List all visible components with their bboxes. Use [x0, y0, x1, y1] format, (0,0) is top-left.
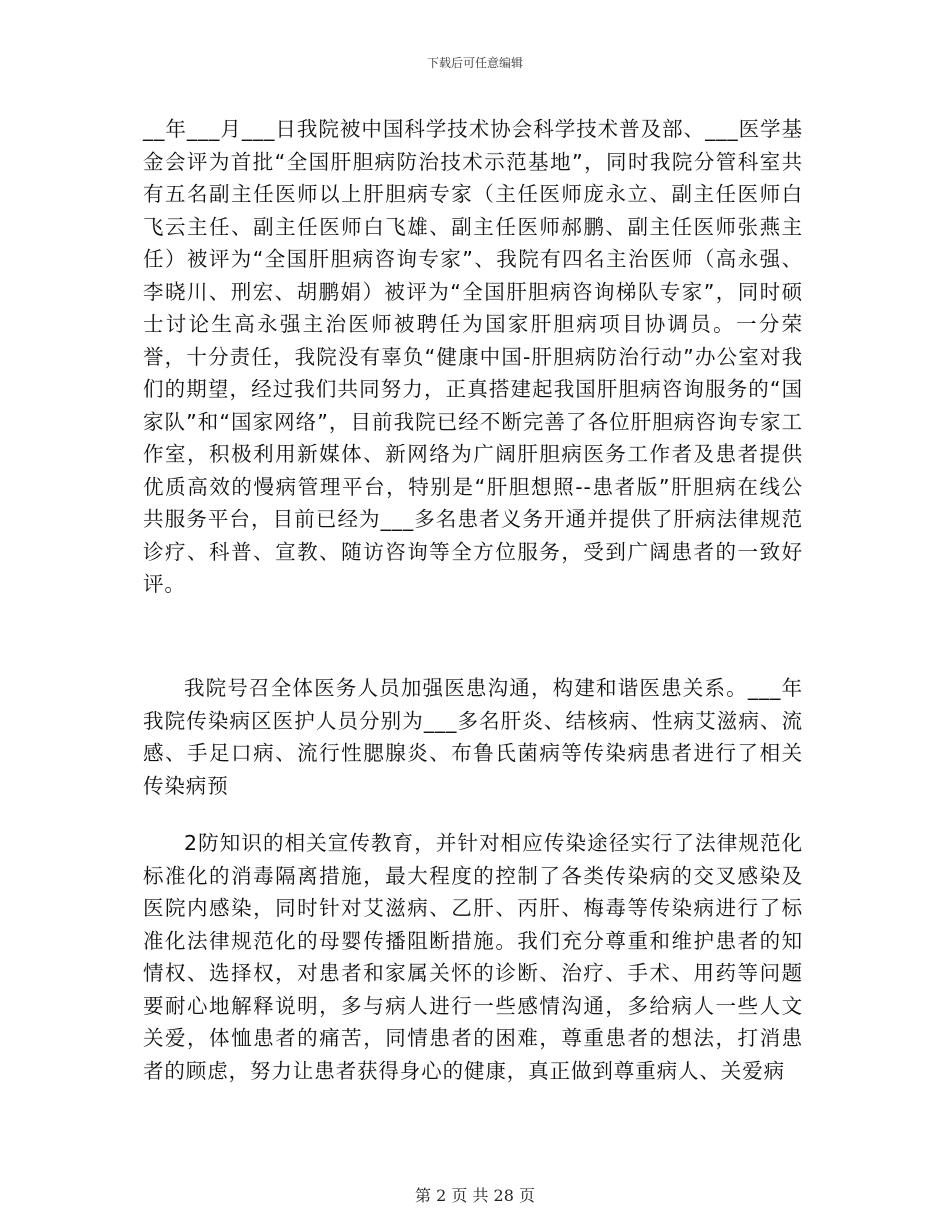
paragraph-1: __年___月___日我院被中国科学技术协会科学技术普及部、___医学基金会评为首批“全国肝胆病防治技术示范基地”，同时我院分管科室共有五名副主任医师以上肝胆病专家（主任医师庞永立、副主任医师白飞云主任、副主任医师白飞雄、副主任医师郝鹏、副主任医师张燕主任）被评为“全国肝胆病咨询专家”、我院有四名主治医师（高永强、李晓川、刑宏、胡鹏娟）被评为“全国肝胆病咨询梯队专家”，同时硕士讨论生高永强主治医师被聘任为国家肝胆病项目协调员。一分荣誉，十分责任，我院没有辜负“健康中国-肝胆病防治行动”办公室对我们的期望，经过我们共同努力，正真搭建起我国肝胆病咨询服务的“国家队”和“国家网络”，目前我院已经不断完善了各位肝胆病咨询专家工作室，积极利用新媒体、新网络为广阔肝胆病医务工作者及患者提供优质高效的慢病管理平台，特别是“肝胆想照--患者版”肝胆病在线公共服务平台，目前已经为___多名患者义务开通并提供了肝病法律规范诊疗、科普、宣教、随访咨询等全方位服务，受到广阔患者的一致好评。 — [143, 117, 803, 596]
paragraph-1-block — [143, 113, 803, 601]
paragraph-2-block — [143, 672, 803, 802]
page-header: 下载后可任意编辑 — [426, 56, 523, 70]
paragraph-3: 2防知识的相关宣传教育，并针对相应传染途径实行了法律规范化标准化的消毒隔离措施，最大程度的控制了各类传染病的交叉感染及医院内感染，同时针对艾滋病、乙肝、丙肝、梅毒等传染病进行了标准化法律规范化的母婴传播阻断措施。我们充分尊重和维护患者的知情权、选择权，对患者和家属关怀的诊断、治疗、手术、用药等问题要耐心地解释说明，多与病人进行一些感情沟通，多给病人一些人文关爱，体恤患者的痛苦，同情患者的困难，尊重患者的想法，打消患者的顾虑，努力让患者获得身心的健康，真正做到尊重病人、关爱病 — [143, 831, 803, 1083]
paragraph-3-block — [143, 827, 803, 1087]
paragraph-2: 我院号召全体医务人员加强医患沟通，构建和谐医患关系。___年我院传染病区医护人员分别为___多名肝炎、结核病、性病艾滋病、流感、手足口病、流行性腮腺炎、布鲁氏菌病等传染病患者进行了相关传染病预 — [143, 676, 803, 798]
page-footer: 第 2 页 共 28 页 — [415, 1186, 535, 1205]
